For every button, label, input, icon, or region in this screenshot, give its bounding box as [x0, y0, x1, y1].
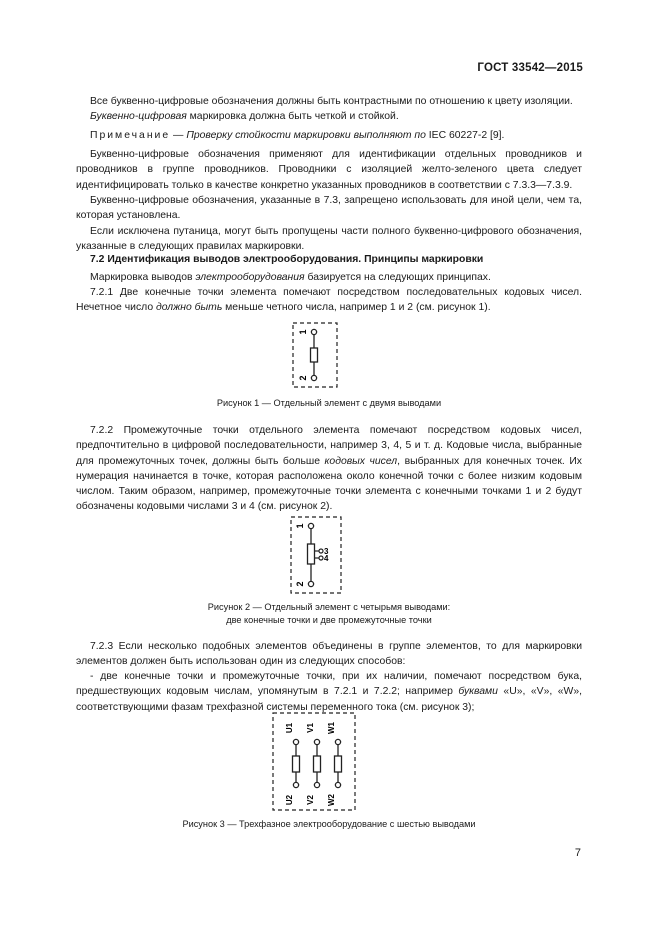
figure-3-caption: Рисунок 3 — Трехфазное электрооборудование с шестью выводами [182, 819, 476, 829]
terminal-w2 [335, 782, 340, 787]
section-title: Идентификация выводов электрооборудования. Принципы маркировки [107, 254, 484, 265]
paragraph-durability [76, 109, 582, 124]
label-v2: V2 [306, 795, 315, 805]
clause-7-2-2: 7.2.2 Промежуточные точки отдельного элемента помечают посредством кодовых чисел, предпочтительно в цифровой последовательности, например 3, 4, 5 и т. д. Кодовые числа, выбранные для промежуточных точек, должны быть больше кодовых чисел, выбранных для конечных точек. Их нумерация начинается в точке, которая расположена около конечной точки с более низким кодовым числом. Таким образом, например, промежуточные точки элемента с конечными точками 1 и 2 будут обозначены кодовыми числами 3 и 4 (см. рисунок 2). [76, 425, 582, 513]
element-u [293, 756, 300, 772]
resistor-element [308, 544, 315, 564]
figure-2-caption-line-2: две конечные точки и две промежуточные точки [226, 615, 432, 625]
paragraph-identification: Буквенно-цифровые обозначения применяют для идентификации отдельных проводников и проводников в группе проводников. Проводники с изоляцией желто-зеленого цвета следует идентифицировать только в качестве конкретно указанных проводников в соответствии с 7.3.3—7.3.9. [76, 149, 582, 191]
note-label: Примечание [90, 130, 171, 141]
italic-term: Буквенно-цифровая [90, 111, 187, 122]
section-number: 7.2 [90, 254, 105, 265]
terminal-v2 [314, 782, 319, 787]
clause-7-2-3: 7.2.3 Если несколько подобных элементов объединены в группе элементов, то для маркировки элементов должен быть использован один из следующих способов: [76, 641, 582, 668]
paragraph-principles: Маркировка выводов электрооборудования базируется на следующих принципах. [90, 272, 491, 283]
label-2: 2 [295, 581, 305, 587]
terminal-v1 [314, 739, 319, 744]
terminal-u2 [293, 782, 298, 787]
terminal-2 [311, 375, 316, 380]
section-heading-7-2 [76, 252, 582, 267]
terminal-u1 [293, 739, 298, 744]
paragraph-usage: Буквенно-цифровые обозначения, указанные в 7.3, запрещено использовать для иной цели, чем та, которая установлена. [76, 195, 582, 222]
element-w [335, 756, 342, 772]
terminal-4 [319, 556, 323, 560]
figure-2-caption-line-1: Рисунок 2 — Отдельный элемент с четырьмя выводами: [207, 602, 451, 612]
label-2: 2 [298, 375, 308, 381]
label-u1: U1 [285, 722, 294, 734]
terminal-w1 [335, 739, 340, 744]
note-ref: IEC 60227-2 [9]. [425, 130, 505, 141]
figure-1-caption: Рисунок 1 — Отдельный элемент с двумя выводами [216, 398, 442, 408]
figure-3-diagram [272, 712, 356, 811]
label-w1: W1 [327, 722, 336, 734]
figure-2-diagram [290, 516, 342, 594]
label-1: 1 [298, 329, 308, 335]
note-dash: — [170, 130, 187, 141]
page-number: 7 [574, 847, 581, 859]
note-italic: Проверку стойкости маркировки выполняют по [186, 130, 426, 141]
paragraph-omission: Если исключена путаница, могут быть пропущены части полного буквенно-цифрового обозначения, указанные в следующих правилах маркировки. [76, 226, 582, 253]
paragraph-contrast: Все буквенно-цифровые обозначения должны быть контрастными по отношению к цвету изоляции. [90, 96, 573, 107]
resistor-element [311, 348, 318, 362]
terminal-1 [311, 329, 316, 334]
label-1: 1 [295, 523, 305, 529]
terminal-1 [308, 523, 313, 528]
clause-7-2-1: 7.2.1 Две конечные точки элемента помечают посредством последовательных кодовых чисел. Нечетное число должно быть меньше четного числа, например 1 и 2 (см. рисунок 1). [76, 287, 582, 314]
label-v1: V1 [306, 723, 315, 733]
note [76, 128, 582, 143]
label-w2: W2 [327, 794, 336, 806]
clause-7-2-3-item: - две конечные точки и промежуточные точки, при их наличии, помечают посредством бука, предшествующих кодовым числам, упомянутым в 7.2.1 и 7.2.2; например буквами «U», «V», «W», соответствующими фазам трехфазной системы переменного тока (см. рисунок 3); [76, 671, 582, 713]
terminal-2 [308, 581, 313, 586]
element-v [314, 756, 321, 772]
figure-1-diagram [292, 322, 338, 388]
terminal-3 [319, 549, 323, 553]
paragraph-text: маркировка должна быть четкой и стойкой. [186, 111, 399, 122]
label-4: 4 [324, 554, 329, 563]
label-u2: U2 [285, 794, 294, 806]
label-3: 3 [324, 547, 329, 556]
standard-header: ГОСТ 33542—2015 [477, 62, 583, 74]
